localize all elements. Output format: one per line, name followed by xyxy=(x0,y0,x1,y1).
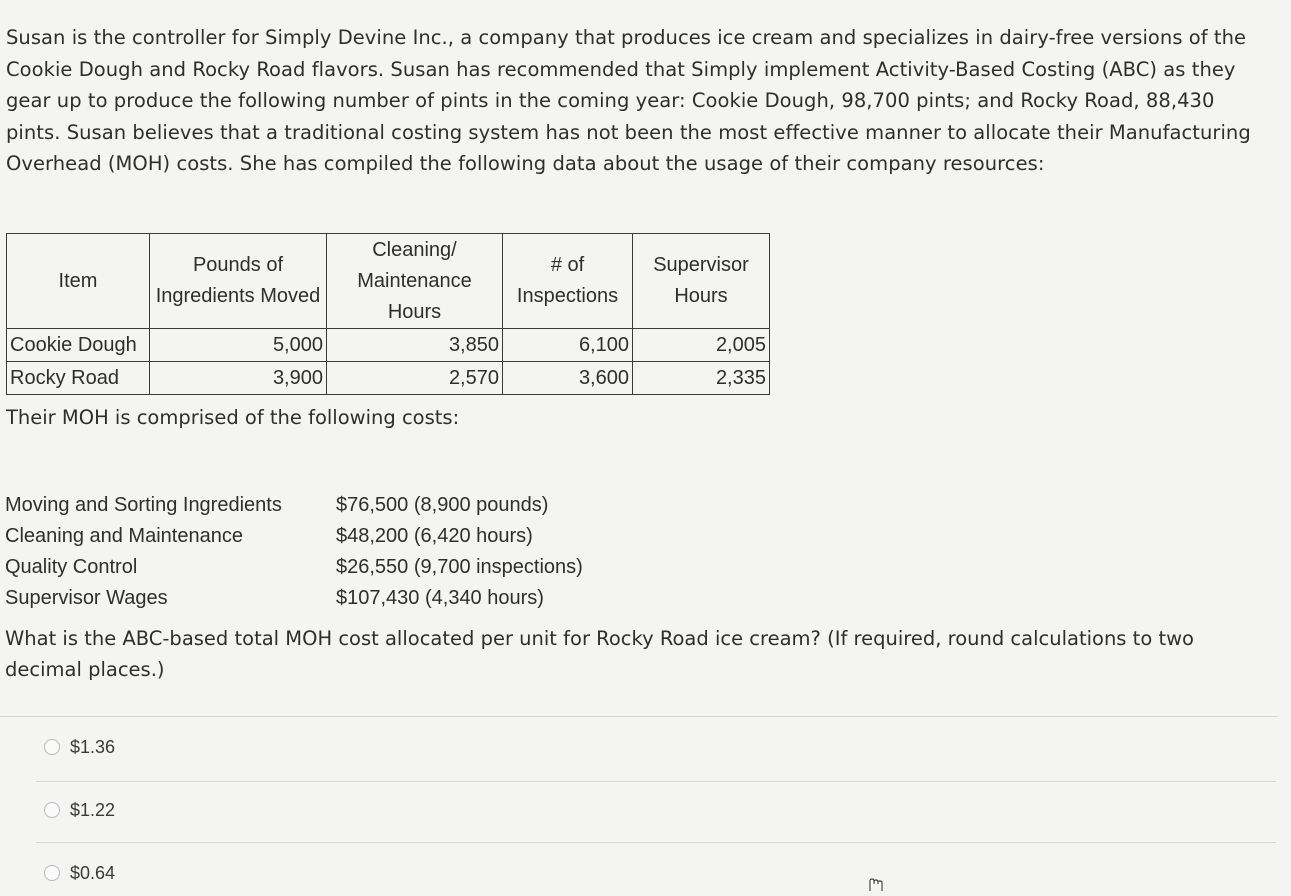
list-item xyxy=(5,583,705,614)
header-pounds: Pounds of Ingredients Moved xyxy=(150,234,327,329)
radio-button[interactable] xyxy=(44,865,60,881)
answer-option-2[interactable] xyxy=(44,797,115,823)
table-cell: 5,000 xyxy=(150,329,327,362)
list-item xyxy=(5,552,705,583)
cost-value: $26,550 (9,700 inspections) xyxy=(336,556,583,578)
table-row xyxy=(7,362,770,395)
moh-cost-list xyxy=(5,490,705,614)
header-supervisor-hours: Supervisor Hours xyxy=(633,234,770,329)
problem-intro: Susan is the controller for Simply Devine Inc., a company that produces ice cream and specializes in dairy-free versions of the Cookie Dough and Rocky Road flavors. Susan has recommended that Simply implement Activity-Based Costing (ABC) as they gear up to produce the following number of pints in the coming year: Cookie Dough, 98,700 pints; and Rocky Road, 88,430 pints. Susan believes that a traditional costing system has not been the most effective manner to allocate their Manufacturing Overhead (MOH) costs. She has compiled the following data about the usage of their company resources: xyxy=(6,26,1251,175)
table-row xyxy=(7,329,770,362)
cost-label: Moving and Sorting Ingredients xyxy=(5,494,282,516)
question-text: What is the ABC-based total MOH cost allocated per unit for Rocky Road ice cream? (If required, round calculations to two decimal places.) xyxy=(5,627,1194,681)
resource-usage-table xyxy=(6,233,770,395)
hand-cursor-icon xyxy=(864,874,886,896)
header-cleaning-hours: Cleaning/ Maintenance Hours xyxy=(327,234,503,329)
header-item: Item xyxy=(7,234,150,329)
divider xyxy=(36,781,1276,782)
cost-label: Supervisor Wages xyxy=(5,587,168,609)
table-cell: 3,600 xyxy=(503,362,633,395)
cost-value: $107,430 (4,340 hours) xyxy=(336,587,544,609)
divider xyxy=(0,716,1278,717)
radio-button[interactable] xyxy=(44,739,60,755)
table-cell: 2,570 xyxy=(327,362,503,395)
header-inspections: # of Inspections xyxy=(503,234,633,329)
table-cell: Cookie Dough xyxy=(7,329,150,362)
radio-button[interactable] xyxy=(44,802,60,818)
answer-option-1[interactable] xyxy=(44,734,115,760)
option-label: $1.22 xyxy=(70,799,116,820)
option-label: $0.64 xyxy=(70,862,116,883)
answer-option-3[interactable] xyxy=(44,860,115,886)
cost-value: $76,500 (8,900 pounds) xyxy=(336,494,549,516)
table-cell: Rocky Road xyxy=(7,362,150,395)
cost-label: Quality Control xyxy=(5,556,138,578)
divider xyxy=(36,842,1276,843)
table-cell: 3,850 xyxy=(327,329,503,362)
moh-intro-text: Their MOH is comprised of the following costs: xyxy=(6,406,460,429)
table-cell: 6,100 xyxy=(503,329,633,362)
list-item xyxy=(5,521,705,552)
option-label: $1.36 xyxy=(70,736,116,757)
cost-value: $48,200 (6,420 hours) xyxy=(336,525,533,547)
table-cell: 2,335 xyxy=(633,362,770,395)
table-cell: 2,005 xyxy=(633,329,770,362)
table-cell: 3,900 xyxy=(150,362,327,395)
list-item xyxy=(5,490,705,521)
table-header-row xyxy=(7,234,770,329)
cost-label: Cleaning and Maintenance xyxy=(5,525,243,547)
